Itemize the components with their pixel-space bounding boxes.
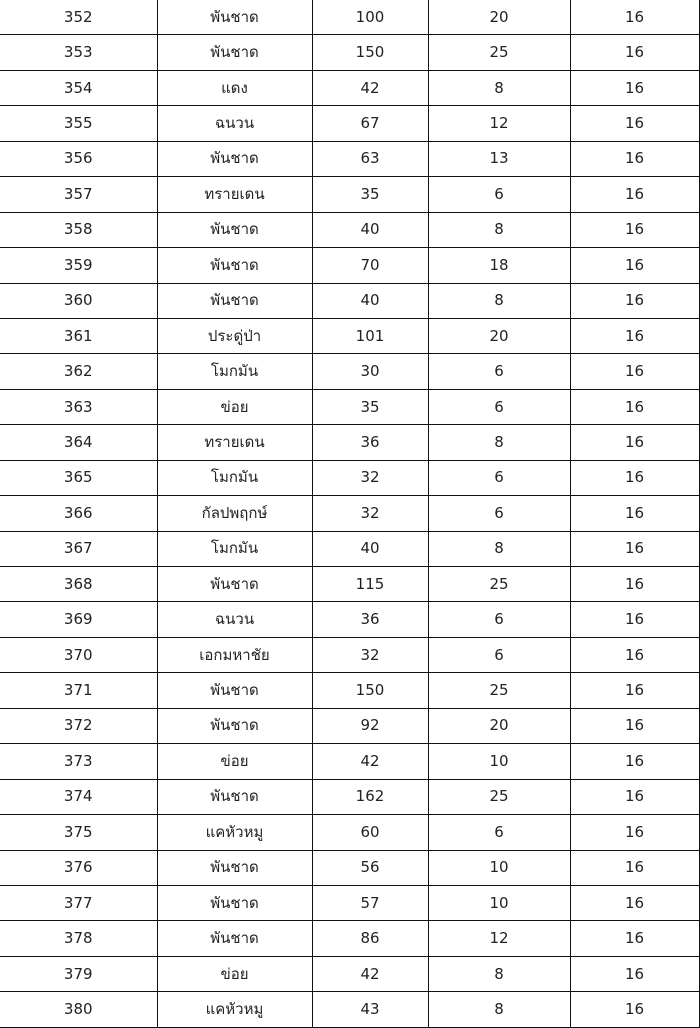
value-b-cell: 8 bbox=[428, 283, 570, 318]
value-b-cell: 25 bbox=[428, 567, 570, 602]
value-a-cell: 63 bbox=[312, 141, 428, 176]
species-cell: พันชาด bbox=[157, 708, 312, 743]
value-c-cell: 16 bbox=[570, 531, 699, 566]
value-a-cell: 43 bbox=[312, 992, 428, 1027]
value-b-cell: 6 bbox=[428, 354, 570, 389]
species-cell: พันชาด bbox=[157, 673, 312, 708]
species-cell: ทรายเดน bbox=[157, 177, 312, 212]
value-c-cell: 16 bbox=[570, 0, 699, 35]
row-number-cell: 370 bbox=[0, 637, 157, 672]
species-cell: ข่อย bbox=[157, 744, 312, 779]
value-c-cell: 16 bbox=[570, 779, 699, 814]
value-a-cell: 60 bbox=[312, 815, 428, 850]
value-a-cell: 30 bbox=[312, 354, 428, 389]
species-cell: แคหัวหมู bbox=[157, 815, 312, 850]
value-b-cell: 25 bbox=[428, 673, 570, 708]
value-a-cell: 57 bbox=[312, 885, 428, 920]
value-b-cell: 25 bbox=[428, 779, 570, 814]
value-c-cell: 16 bbox=[570, 496, 699, 531]
row-number-cell: 362 bbox=[0, 354, 157, 389]
value-a-cell: 162 bbox=[312, 779, 428, 814]
species-cell: พันชาด bbox=[157, 248, 312, 283]
row-number-cell: 366 bbox=[0, 496, 157, 531]
species-cell: พันชาด bbox=[157, 0, 312, 35]
value-a-cell: 40 bbox=[312, 531, 428, 566]
value-b-cell: 8 bbox=[428, 425, 570, 460]
table-row bbox=[0, 602, 699, 637]
value-c-cell: 16 bbox=[570, 318, 699, 353]
table-row bbox=[0, 212, 699, 247]
value-c-cell: 16 bbox=[570, 460, 699, 495]
value-c-cell: 16 bbox=[570, 177, 699, 212]
value-c-cell: 16 bbox=[570, 992, 699, 1027]
value-b-cell: 6 bbox=[428, 602, 570, 637]
value-a-cell: 42 bbox=[312, 70, 428, 105]
row-number-cell: 376 bbox=[0, 850, 157, 885]
row-number-cell: 358 bbox=[0, 212, 157, 247]
value-c-cell: 16 bbox=[570, 70, 699, 105]
species-cell: ฉนวน bbox=[157, 106, 312, 141]
row-number-cell: 375 bbox=[0, 815, 157, 850]
value-a-cell: 35 bbox=[312, 389, 428, 424]
species-cell: แดง bbox=[157, 70, 312, 105]
value-c-cell: 16 bbox=[570, 141, 699, 176]
species-cell: ทรายเดน bbox=[157, 425, 312, 460]
value-c-cell: 16 bbox=[570, 106, 699, 141]
value-b-cell: 6 bbox=[428, 637, 570, 672]
value-b-cell: 13 bbox=[428, 141, 570, 176]
value-b-cell: 6 bbox=[428, 496, 570, 531]
row-number-cell: 356 bbox=[0, 141, 157, 176]
value-a-cell: 35 bbox=[312, 177, 428, 212]
species-cell: กัลปพฤกษ์ bbox=[157, 496, 312, 531]
value-c-cell: 16 bbox=[570, 567, 699, 602]
value-a-cell: 56 bbox=[312, 850, 428, 885]
value-b-cell: 20 bbox=[428, 708, 570, 743]
row-number-cell: 361 bbox=[0, 318, 157, 353]
species-cell: พันชาด bbox=[157, 567, 312, 602]
value-c-cell: 16 bbox=[570, 354, 699, 389]
table-row bbox=[0, 318, 699, 353]
row-number-cell: 377 bbox=[0, 885, 157, 920]
value-b-cell: 8 bbox=[428, 70, 570, 105]
value-a-cell: 32 bbox=[312, 460, 428, 495]
value-a-cell: 86 bbox=[312, 921, 428, 956]
row-number-cell: 354 bbox=[0, 70, 157, 105]
value-c-cell: 16 bbox=[570, 35, 699, 70]
value-c-cell: 16 bbox=[570, 283, 699, 318]
value-c-cell: 16 bbox=[570, 815, 699, 850]
row-number-cell: 373 bbox=[0, 744, 157, 779]
species-cell: พันชาด bbox=[157, 283, 312, 318]
value-b-cell: 6 bbox=[428, 389, 570, 424]
species-cell: พันชาด bbox=[157, 141, 312, 176]
value-c-cell: 16 bbox=[570, 637, 699, 672]
species-cell: โมกมัน bbox=[157, 354, 312, 389]
row-number-cell: 380 bbox=[0, 992, 157, 1027]
table-row bbox=[0, 70, 699, 105]
row-number-cell: 352 bbox=[0, 0, 157, 35]
table-row bbox=[0, 531, 699, 566]
value-b-cell: 20 bbox=[428, 0, 570, 35]
value-a-cell: 67 bbox=[312, 106, 428, 141]
value-b-cell: 25 bbox=[428, 35, 570, 70]
value-b-cell: 6 bbox=[428, 815, 570, 850]
table-row bbox=[0, 567, 699, 602]
value-c-cell: 16 bbox=[570, 248, 699, 283]
value-c-cell: 16 bbox=[570, 956, 699, 991]
row-number-cell: 372 bbox=[0, 708, 157, 743]
table-row bbox=[0, 283, 699, 318]
species-cell: พันชาด bbox=[157, 885, 312, 920]
value-b-cell: 12 bbox=[428, 921, 570, 956]
value-a-cell: 40 bbox=[312, 212, 428, 247]
species-cell: ข่อย bbox=[157, 956, 312, 991]
value-a-cell: 36 bbox=[312, 425, 428, 460]
species-cell: พันชาด bbox=[157, 850, 312, 885]
table-row bbox=[0, 637, 699, 672]
value-b-cell: 18 bbox=[428, 248, 570, 283]
species-cell: ฉนวน bbox=[157, 602, 312, 637]
value-a-cell: 40 bbox=[312, 283, 428, 318]
table-row bbox=[0, 673, 699, 708]
value-b-cell: 8 bbox=[428, 956, 570, 991]
value-c-cell: 16 bbox=[570, 850, 699, 885]
species-cell: พันชาด bbox=[157, 779, 312, 814]
value-c-cell: 16 bbox=[570, 673, 699, 708]
table-row bbox=[0, 354, 699, 389]
row-number-cell: 360 bbox=[0, 283, 157, 318]
value-a-cell: 100 bbox=[312, 0, 428, 35]
row-number-cell: 365 bbox=[0, 460, 157, 495]
table-row bbox=[0, 141, 699, 176]
value-c-cell: 16 bbox=[570, 921, 699, 956]
value-c-cell: 16 bbox=[570, 212, 699, 247]
value-c-cell: 16 bbox=[570, 425, 699, 460]
table-row bbox=[0, 921, 699, 956]
value-a-cell: 150 bbox=[312, 35, 428, 70]
row-number-cell: 355 bbox=[0, 106, 157, 141]
table-row bbox=[0, 885, 699, 920]
table-row bbox=[0, 389, 699, 424]
value-c-cell: 16 bbox=[570, 708, 699, 743]
row-number-cell: 363 bbox=[0, 389, 157, 424]
table-row bbox=[0, 708, 699, 743]
species-cell: เอกมหาชัย bbox=[157, 637, 312, 672]
value-b-cell: 10 bbox=[428, 885, 570, 920]
value-a-cell: 70 bbox=[312, 248, 428, 283]
species-cell: พันชาด bbox=[157, 921, 312, 956]
value-b-cell: 8 bbox=[428, 992, 570, 1027]
value-c-cell: 16 bbox=[570, 744, 699, 779]
row-number-cell: 378 bbox=[0, 921, 157, 956]
row-number-cell: 369 bbox=[0, 602, 157, 637]
table-row bbox=[0, 956, 699, 991]
table-row bbox=[0, 106, 699, 141]
table-row bbox=[0, 425, 699, 460]
table-row bbox=[0, 815, 699, 850]
value-c-cell: 16 bbox=[570, 885, 699, 920]
row-number-cell: 357 bbox=[0, 177, 157, 212]
value-b-cell: 12 bbox=[428, 106, 570, 141]
row-number-cell: 379 bbox=[0, 956, 157, 991]
value-b-cell: 10 bbox=[428, 744, 570, 779]
value-b-cell: 6 bbox=[428, 460, 570, 495]
row-number-cell: 371 bbox=[0, 673, 157, 708]
row-number-cell: 368 bbox=[0, 567, 157, 602]
species-cell: โมกมัน bbox=[157, 531, 312, 566]
table-row bbox=[0, 850, 699, 885]
row-number-cell: 364 bbox=[0, 425, 157, 460]
value-a-cell: 101 bbox=[312, 318, 428, 353]
value-a-cell: 36 bbox=[312, 602, 428, 637]
table-row bbox=[0, 744, 699, 779]
species-cell: แคหัวหมู bbox=[157, 992, 312, 1027]
value-a-cell: 32 bbox=[312, 637, 428, 672]
table-row bbox=[0, 779, 699, 814]
value-a-cell: 32 bbox=[312, 496, 428, 531]
table-row bbox=[0, 248, 699, 283]
value-a-cell: 92 bbox=[312, 708, 428, 743]
value-b-cell: 6 bbox=[428, 177, 570, 212]
value-a-cell: 42 bbox=[312, 956, 428, 991]
value-a-cell: 115 bbox=[312, 567, 428, 602]
species-cell: ข่อย bbox=[157, 389, 312, 424]
value-c-cell: 16 bbox=[570, 602, 699, 637]
row-number-cell: 353 bbox=[0, 35, 157, 70]
value-b-cell: 20 bbox=[428, 318, 570, 353]
table-row bbox=[0, 460, 699, 495]
table-row bbox=[0, 992, 699, 1027]
table-row bbox=[0, 35, 699, 70]
table-row bbox=[0, 177, 699, 212]
table-row bbox=[0, 0, 699, 35]
species-cell: พันชาด bbox=[157, 212, 312, 247]
species-cell: พันชาด bbox=[157, 35, 312, 70]
value-b-cell: 10 bbox=[428, 850, 570, 885]
row-number-cell: 374 bbox=[0, 779, 157, 814]
value-c-cell: 16 bbox=[570, 389, 699, 424]
value-b-cell: 8 bbox=[428, 212, 570, 247]
value-a-cell: 42 bbox=[312, 744, 428, 779]
value-a-cell: 150 bbox=[312, 673, 428, 708]
species-cell: โมกมัน bbox=[157, 460, 312, 495]
species-cell: ประดู่ป่า bbox=[157, 318, 312, 353]
row-number-cell: 359 bbox=[0, 248, 157, 283]
table-row bbox=[0, 496, 699, 531]
row-number-cell: 367 bbox=[0, 531, 157, 566]
value-b-cell: 8 bbox=[428, 531, 570, 566]
